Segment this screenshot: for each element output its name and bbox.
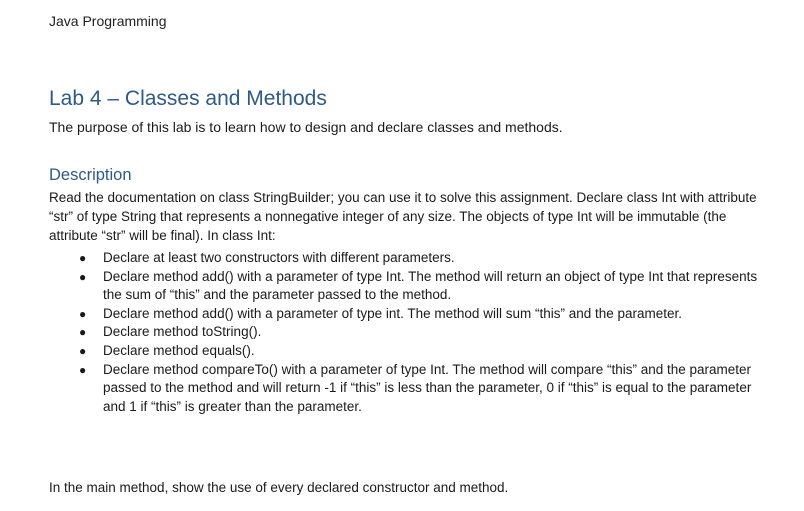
- requirement-text: Declare method toString().: [103, 324, 262, 340]
- bullet-icon: ●: [79, 251, 87, 265]
- purpose-paragraph: The purpose of this lab is to learn how to design and declare classes and methods.: [49, 119, 563, 135]
- requirement-text: Declare at least two constructors with different parameters.: [103, 250, 455, 265]
- lab-title: Lab 4 – Classes and Methods: [49, 87, 327, 110]
- requirement-text: Declare method equals().: [103, 342, 255, 358]
- bullet-icon: ●: [79, 325, 87, 340]
- requirement-text: Declare method compareTo() with a parameter of type Int. The method will compare “this” and the parameter passed to the method and will return -1 if “this” is less than the parameter, 0 if “this” is equal to the parameter and 1 if “this” is greater than the parameter.: [103, 361, 752, 414]
- bullet-icon: ●: [79, 269, 87, 284]
- list-item: [49, 342, 764, 361]
- bullet-icon: ●: [79, 306, 87, 321]
- list-item: [49, 268, 764, 305]
- list-item: [49, 305, 764, 324]
- closing-paragraph: In the main method, show the use of every declared constructor and method.: [49, 480, 509, 495]
- description-paragraph: Read the documentation on class StringBuilder; you can use it to solve this assignment. Declare class Int with attribute “str” of type String that represents a nonnegative integer of any size. The objects of type Int will be immutable (the attribute “str” will be final). In class Int:: [49, 190, 757, 243]
- bullet-icon: ●: [79, 362, 87, 377]
- list-item: [49, 249, 764, 268]
- list-item: [49, 361, 764, 417]
- page-header: Java Programming: [49, 13, 167, 29]
- requirements-list: [49, 249, 764, 416]
- requirement-text: Declare method add() with a parameter of type Int. The method will return an object of type Int that represents the sum of “this” and the parameter passed to the method.: [103, 268, 758, 303]
- list-item: [49, 323, 764, 342]
- requirement-text: Declare method add() with a parameter of type int. The method will sum “this” and the parameter.: [103, 305, 683, 321]
- description-heading: Description: [49, 166, 132, 184]
- bullet-icon: ●: [79, 343, 87, 358]
